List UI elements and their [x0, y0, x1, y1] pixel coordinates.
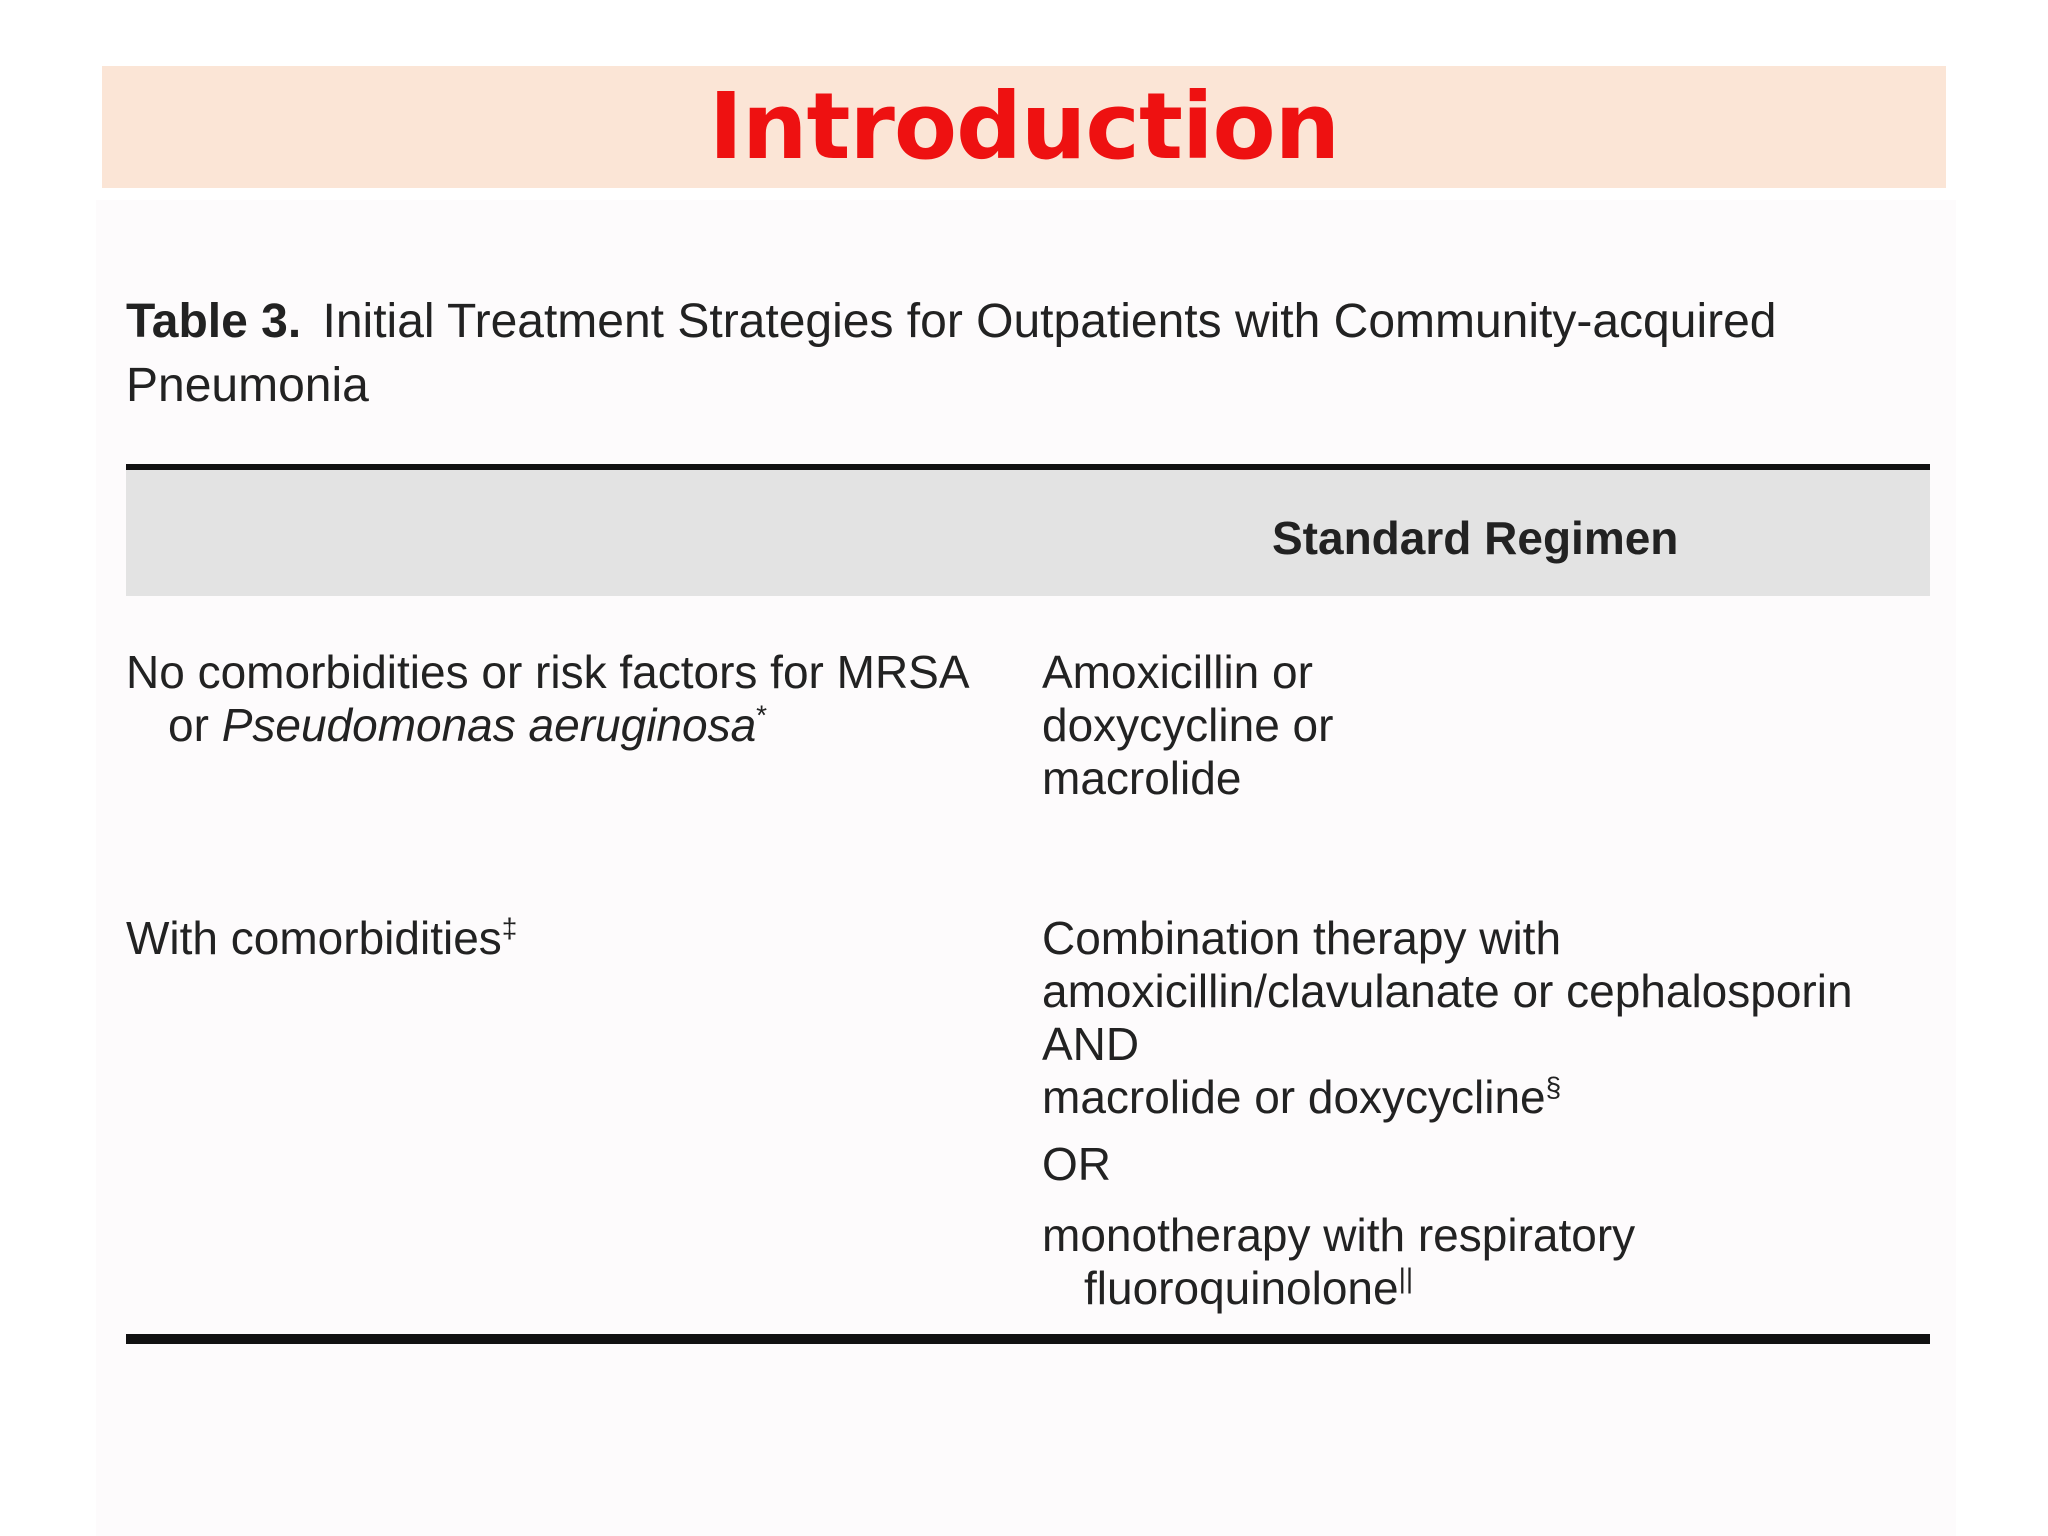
row-2-regimen-line5: OR: [1042, 1138, 1111, 1190]
row-1-regimen-cell: [1042, 646, 1922, 805]
row-2-regimen-line4-footnote-mark: §: [1545, 1071, 1562, 1103]
row-1-organism-name: Pseudomonas aeruginosa: [221, 699, 757, 751]
row-1-regimen-line3: macrolide: [1042, 752, 1242, 804]
row-1-footnote-mark: *: [756, 699, 768, 731]
title-banner: [102, 66, 1946, 188]
row-2-condition: With comorbidities: [126, 912, 502, 964]
row-1-condition-prefix: or: [168, 699, 222, 751]
table-caption-text-line1: Initial Treatment Strategies for Outpatients with Community-acquired: [322, 295, 1777, 348]
row-2-regimen-line7-text: fluoroquinolone: [1084, 1262, 1399, 1314]
row-2-footnote-mark: ‡: [501, 912, 518, 944]
row-1-regimen-line1: Amoxicillin or: [1042, 646, 1313, 698]
table-bottom-rule: [126, 1334, 1930, 1344]
row-2-condition-line: [126, 912, 1006, 965]
row-1-condition-line1: No comorbidities or risk factors for MRSA: [126, 646, 970, 698]
row-1-condition-line2: [126, 699, 1006, 752]
row-2-regimen-line2: amoxicillin/clavulanate or cephalosporin: [1042, 965, 1853, 1017]
table-caption-label: Table 3.: [126, 295, 302, 348]
row-1-condition-cell: [126, 646, 1006, 752]
row-1-regimen-line2: doxycycline or: [1042, 699, 1334, 751]
table-caption: [126, 290, 1826, 418]
row-2-regimen-line1: Combination therapy with: [1042, 912, 1562, 964]
row-2-regimen-line4: [1042, 1071, 1922, 1124]
row-2-condition-cell: [126, 912, 1006, 965]
column-header-standard-regimen: Standard Regimen: [1272, 512, 1679, 564]
row-2-regimen-line4-text: macrolide or doxycycline: [1042, 1071, 1546, 1123]
row-2-regimen-line7-footnote-mark: ||: [1398, 1262, 1414, 1294]
table-caption-text-line2: Pneumonia: [126, 359, 369, 412]
row-2-regimen-cell: [1042, 912, 1922, 1315]
row-2-regimen-line7: [1042, 1262, 1922, 1315]
slide-title: Introduction: [708, 73, 1340, 180]
row-2-regimen-line3: AND: [1042, 1018, 1140, 1070]
row-2-regimen-line6: monotherapy with respiratory: [1042, 1209, 1636, 1261]
